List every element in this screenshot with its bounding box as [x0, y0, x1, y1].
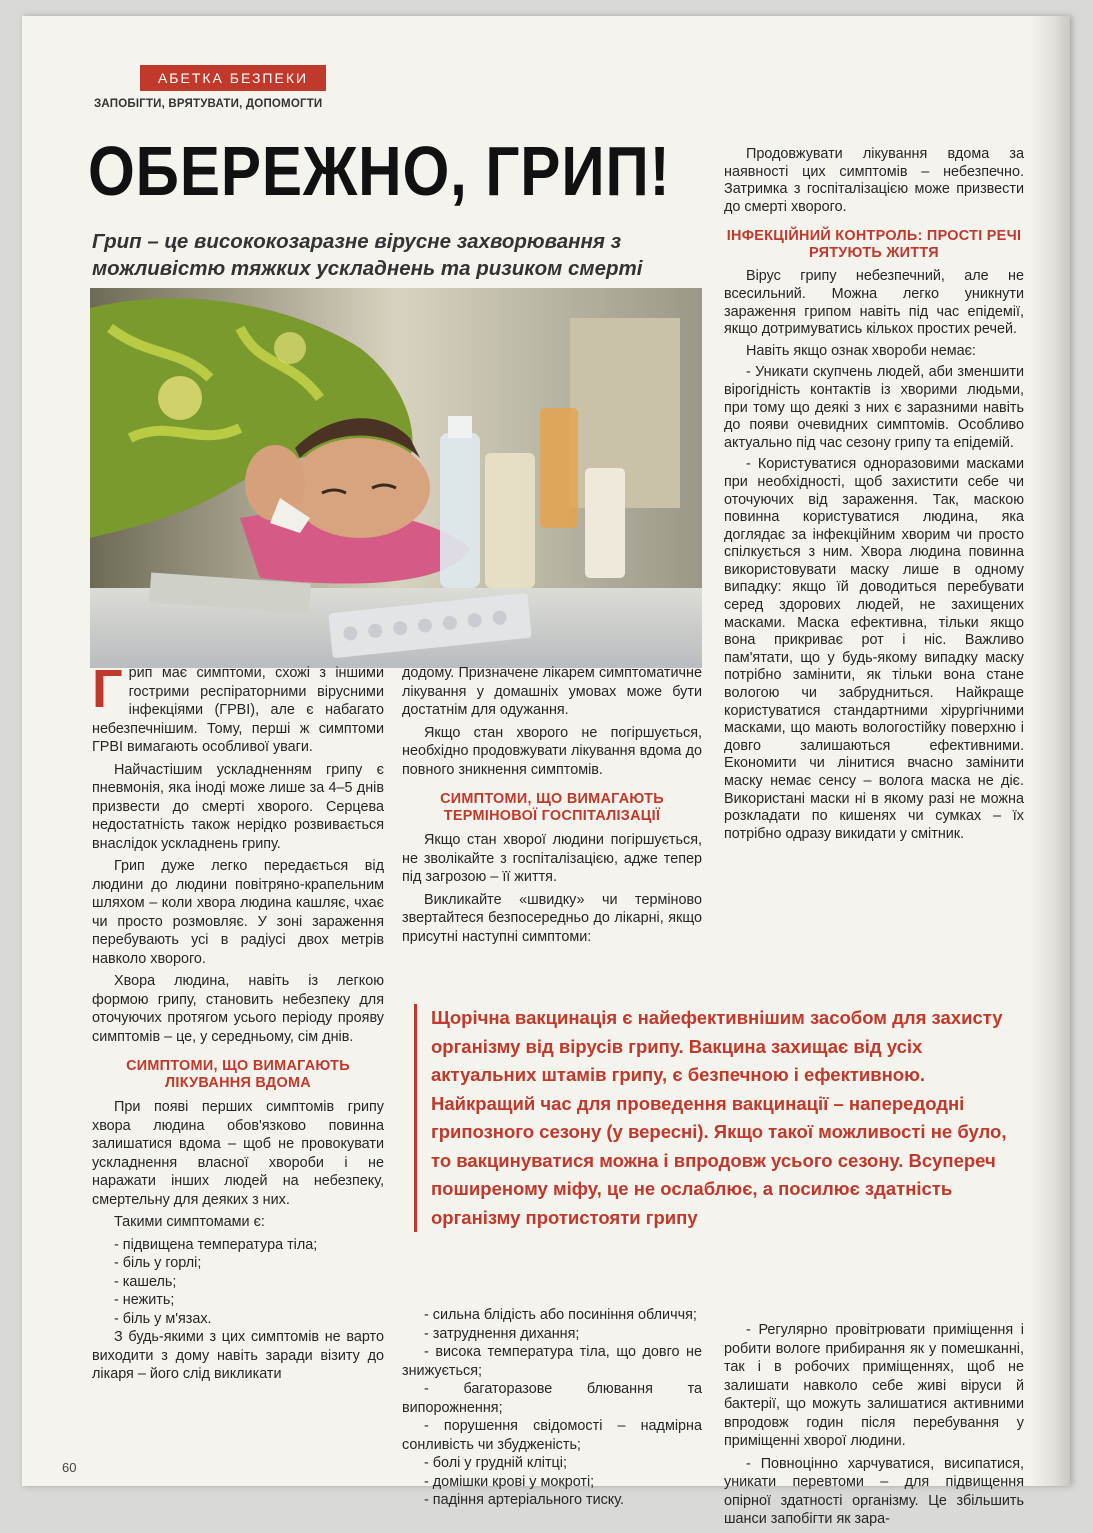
urgent-symptom-item: - падіння артеріального тиску. — [424, 1492, 625, 1508]
col2-paragraph: додому. Призначене лікарем симптоматичне лікування у домашніх умовах може бути достатнім для одужання. — [402, 665, 702, 718]
column-2 — [402, 664, 702, 950]
col3-paragraph: Навіть якщо ознак хвороби немає: — [746, 342, 976, 359]
vaccination-callout: Щорічна вакцинація є найефективнішим засобом для захисту організму від вірусів грипу. Вакцина захищає від усіх актуальних штамів грипу, є безпечною і ефективною. Найкращий час для проведення вакцинації – напередодні грипозного сезону (у вересні). Якщо такої можливості не було, то вакцинуватися можна і впродовж усього сезону. Всупереч поширеному міфу, це не ослаблює, а посилює здатність організму протистояти грипу — [414, 1004, 1031, 1232]
col3-paragraph: - Користуватися одноразовими масками при необхідності, щоб захистити себе чи оточуючих від зараження. Так, маскою повинна користуватися людина, яка доглядає за інфекційним хворим чи просто спілкується з ним. Хвора людина повинна використовувати маску лише в одному випадку: якщо їй доводиться перебувати серед здорових людей, не захищених масками. Маска ефективна, тільки якщо вона прикриває рот і ніс. Важливо пам'ятати, що у будь-якому випадку маску потрібно замінити, як тільки вона стане вологою чи забрудниться. Найкраще користуватися стандартними хірургічними масками, що мають вологостійку поверхню і довго залишаються ефективними. Економити чи лінитися вчасно замінити маску немає сенсу – волога маска не діє. Використані маски ні в якому разі не можна розкладати по кишенях чи сумках – їх потрібно одразу викидати у смітник. — [724, 456, 1024, 842]
col3-paragraph: - Повноцінно харчуватися, висипатися, уникати перевтоми – для підвищення опірної здатності організму. Це збільшить шанси запобігти як зара- — [724, 1455, 1024, 1527]
col3-paragraph: - Уникати скупчень людей, аби зменшити вірогідність контактів із хворими людьми, при тому що деякі з них є заразними навіть до появи очевидних симптомів. Особливо актуально під час сезону грипу та епідемій. — [724, 364, 1024, 451]
col3-paragraph: Вірус грипу небезпечний, але не всесильний. Можна легко уникнути зараження грипом навіть під час епідемії, якщо дотримуватись кількох простих речей. — [724, 268, 1024, 338]
col3-paragraph: Продовжувати лікування вдома за наявності цих симптомів – небезпечно. Затримка з госпіталізацією може призвести до смерті хворого. — [724, 146, 1024, 215]
column-3-lower — [724, 1321, 1024, 1533]
symptom-list-item: - кашель; — [114, 1273, 177, 1290]
col1-subheading: СИМПТОМИ, ЩО ВИМАГАЮТЬ ЛІКУВАННЯ ВДОМА — [126, 1058, 350, 1091]
urgent-symptom-item: - затруднення дихання; — [424, 1325, 580, 1342]
urgent-symptom-item: - багаторазове блювання та випорожнення; — [402, 1381, 702, 1416]
section-tag: АБЕТКА БЕЗПЕКИ — [140, 65, 326, 91]
magazine-page — [22, 16, 1070, 1527]
col3-subheading: ІНФЕКЦІЙНИЙ КОНТРОЛЬ: ПРОСТІ РЕЧІ РЯТУЮТЬ ЖИТТЯ — [726, 228, 1022, 262]
col1-paragraph: Грип має симптоми, схожі з іншими гострими респіраторними вірусними інфекціями (ГРВІ), але є набагато небезпечнішим. Тому, перші ж симптоми ГРВІ вимагають особливої уваги. — [92, 659, 384, 755]
column-2-list — [402, 1306, 702, 1510]
col1-paragraph: Такими симптомами є: — [114, 1214, 265, 1230]
section-subtitle: ЗАПОБІГТИ, ВРЯТУВАТИ, ДОПОМОГТИ — [94, 98, 323, 110]
column-3 — [724, 146, 1024, 847]
column-1 — [92, 659, 384, 1388]
col1-paragraph: Грип дуже легко передається від людини до людини повітряно-крапельним шляхом – коли хвора людина кашляє, чхає чи просто розмовляє. У зоні зараження перебувають усі в радіусі двох метрів навколо хворого. — [92, 858, 384, 967]
col1-paragraph: Хвора людина, навіть із легкою формою грипу, становить небезпеку для оточуючих протягом усього періоду прояву симптомів – це, у середньому, сім днів. — [92, 973, 384, 1045]
col3-paragraph: - Регулярно провітрювати приміщення і робити вологе прибирання як у помешканні, так і в робочих приміщеннях, щоб не залишати навколо себе живі віруси й бактерії, що можуть залишатися активними впродовж годин після перебування у приміщенні хворої людини. — [724, 1322, 1024, 1449]
article-lead: Грип – це висококозаразне вірусне захворювання з можливістю тяжких ускладнень та ризиком смерті — [92, 230, 643, 280]
col1-paragraph: Найчастішим ускладненням грипу є пневмонія, яка іноді може лише за 4–5 днів призвести до смерті хворого. Серцева недостатність також нерідко розвивається внаслідок ускладнень грипу. — [92, 761, 384, 852]
article-photo — [90, 288, 702, 668]
col2-paragraph: Якщо стан хворої людини погіршується, не зволікайте з госпіталізацією, адже тепер під загрозою – її життя. — [402, 832, 702, 885]
urgent-symptom-item: - сильна блідість або посиніння обличчя; — [424, 1307, 697, 1323]
symptom-list-item: - підвищена температура тіла; — [114, 1236, 318, 1253]
col2-paragraph: Викликайте «швидку» чи терміново звертайтеся безпосередньо до лікарні, якщо присутні наступні симптоми: — [402, 891, 702, 945]
col1-paragraph: З будь-якими з цих симптомів не варто виходити з дому навіть заради візиту до лікаря – його слід викликати — [92, 1329, 384, 1382]
drop-cap: Г — [92, 659, 123, 719]
col2-paragraph: Якщо стан хворого не погіршується, необхідно продовжувати лікування вдома до повного зникнення симптомів. — [402, 724, 702, 778]
urgent-symptom-item: - висока температура тіла, що довго не знижується; — [402, 1344, 702, 1379]
article-title: ОБЕРЕЖНО, ГРИП! — [88, 132, 671, 210]
urgent-symptom-item: - домішки крові у мокроті; — [424, 1473, 595, 1490]
urgent-symptom-item: - порушення свідомості – надмірна сонливість чи збудженість; — [402, 1418, 702, 1453]
urgent-symptom-item: - болі у грудній клітці; — [424, 1455, 567, 1471]
symptom-list-item: - нежить; — [114, 1292, 175, 1308]
page-number: 60 — [62, 1460, 77, 1475]
col1-paragraph: При появі перших симптомів грипу хвора людина обов'язково повинна залишатися вдома – щоб не провокувати ускладнення власної хвороби і не наражати інших людей на небезпеку, смертельну для деяких з них. — [92, 1099, 384, 1208]
symptom-list-item: - біль у м'язах. — [114, 1310, 212, 1327]
col2-subheading: СИМПТОМИ, ЩО ВИМАГАЮТЬ ТЕРМІНОВОЇ ГОСПІТАЛІЗАЦІЇ — [440, 791, 664, 824]
page-spine-shadow — [1030, 16, 1070, 1486]
symptom-list-item: - біль у горлі; — [114, 1255, 202, 1271]
